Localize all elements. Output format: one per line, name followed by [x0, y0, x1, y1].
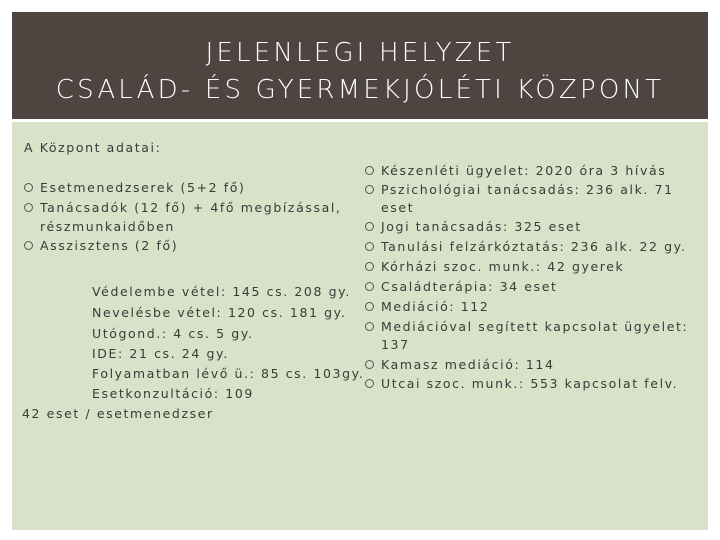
right-bullet-10: Utcai szoc. munk.: 553 kapcsolat felv.: [381, 376, 679, 391]
right-bullet-2: Pszichológiai tanácsadás: 236 alk. 71: [381, 182, 674, 197]
bullet-icon: [365, 322, 374, 331]
right-bullet-4: Tanulási felzárkóztatás: 236 alk. 22 gy.: [381, 239, 687, 254]
right-bullet-8-cont: 137: [381, 337, 410, 352]
right-bullet-3: Jogi tanácsadás: 325 eset: [381, 219, 582, 234]
left-bullet-2: Tanácsadók (12 fő) + 4fő megbízással,: [40, 200, 342, 215]
right-bullet-2-cont: eset: [381, 200, 415, 215]
left-bullet-1: Esetmenedzserek (5+2 fő): [40, 180, 246, 195]
right-bullet-5: Kórházi szoc. munk.: 42 gyerek: [381, 259, 625, 274]
bullet-icon: [24, 203, 33, 212]
right-bullet-8: Mediációval segített kapcsolat ügyelet:: [381, 319, 689, 334]
bullet-icon: [24, 241, 33, 250]
title-bar: [12, 12, 708, 119]
slide-title-line2: CSALÁD- ÉS GYERMEKJÓLÉTI KÖZPONT: [55, 75, 665, 105]
bullet-icon: [365, 185, 374, 194]
bullet-icon: [365, 242, 374, 251]
bullet-icon: [365, 262, 374, 271]
right-bullet-6: Családterápia: 34 eset: [381, 279, 558, 294]
bullet-icon: [365, 360, 374, 369]
stat-line: Védelembe vétel: 145 cs. 208 gy.: [92, 284, 351, 299]
bullet-icon: [365, 222, 374, 231]
bullet-icon: [24, 183, 33, 192]
right-bullet-1: Készenléti ügyelet: 2020 óra 3 hívás: [381, 163, 667, 178]
stat-line: Nevelésbe vétel: 120 cs. 181 gy.: [92, 305, 347, 320]
intro-label: A Központ adatai:: [24, 140, 162, 155]
right-bullet-7: Mediáció: 112: [381, 299, 490, 314]
stat-line: Utógond.: 4 cs. 5 gy.: [92, 326, 254, 341]
bullet-icon: [365, 302, 374, 311]
stat-line: IDE: 21 cs. 24 gy.: [92, 346, 229, 361]
stat-line: Folyamatban lévő ü.: 85 cs. 103gy.: [92, 366, 365, 381]
bullet-icon: [365, 166, 374, 175]
footer-note: 42 eset / esetmenedzser: [22, 406, 214, 421]
left-bullet-2-cont: részmunkaidőben: [40, 219, 175, 234]
right-bullet-9: Kamasz mediáció: 114: [381, 357, 555, 372]
bullet-icon: [365, 282, 374, 291]
bullet-icon: [365, 379, 374, 388]
left-bullet-3: Asszisztens (2 fő): [40, 238, 179, 253]
stat-line: Esetkonzultáció: 109: [92, 386, 254, 401]
slide-title-line1: JELENLEGI HELYZET: [205, 38, 515, 68]
